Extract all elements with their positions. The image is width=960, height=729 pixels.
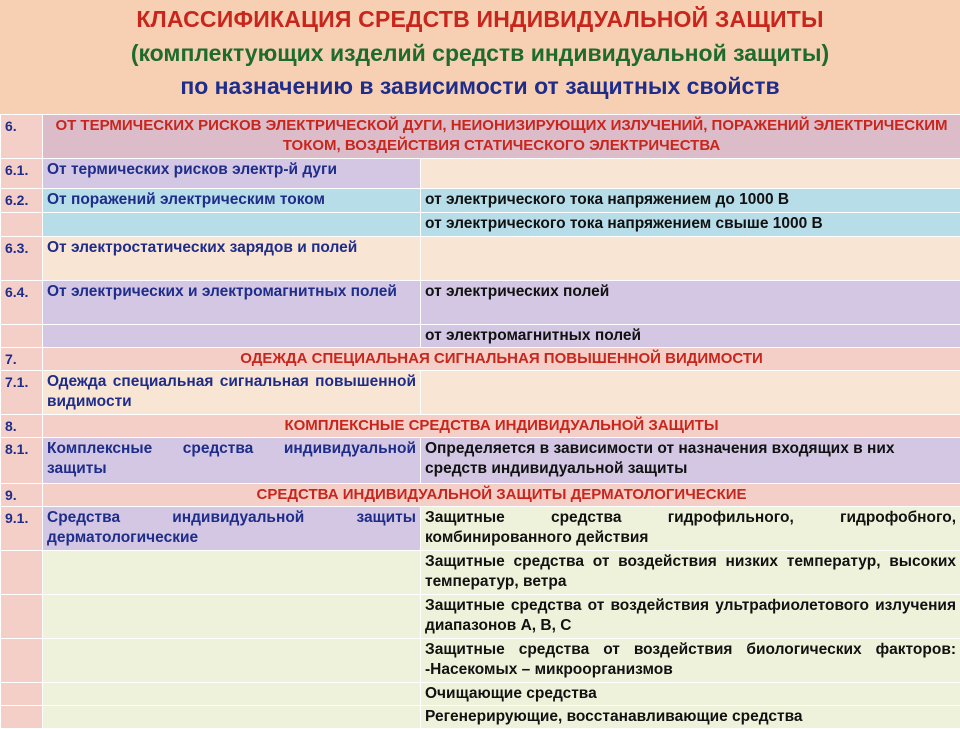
table-row: [1, 438, 960, 484]
row-number: 6.4.: [1, 281, 43, 325]
row-detail: Защитные средства от воздействия биологических факторов: -Насекомых – микроорганизмов: [421, 639, 960, 683]
row-label: [43, 325, 421, 348]
table-row: [1, 595, 960, 639]
table-row: [1, 371, 960, 415]
row-number: [1, 706, 43, 729]
row-label: [43, 551, 421, 595]
row-label: От поражений электрическим током: [43, 189, 421, 213]
title-block: [0, 0, 960, 108]
section-header: ОТ ТЕРМИЧЕСКИХ РИСКОВ ЭЛЕКТРИЧЕСКОЙ ДУГИ, НЕИОНИЗИРУЮЩИХ ИЗЛУЧЕНИЙ, ПОРАЖЕНИЙ ЭЛЕКТРИЧЕСКИМ ТОКОМ, ВОЗДЕЙСТВИЯ СТАТИЧЕСКОГО ЭЛЕКТРИЧЕСТВА: [43, 115, 960, 159]
row-label: Комплексные средства индивидуальной защиты: [43, 438, 421, 484]
row-detail: [421, 371, 960, 415]
row-label: Средства индивидуальной защиты дерматологические: [43, 507, 421, 551]
row-number: 7.1.: [1, 371, 43, 415]
table-row: [1, 415, 960, 438]
row-number: [1, 639, 43, 683]
row-number: [1, 325, 43, 348]
row-detail: Защитные средства от воздействия ультрафиолетового излучения диапазонов А, В, С: [421, 595, 960, 639]
row-label: От электрических и электромагнитных полей: [43, 281, 421, 325]
table-row: [1, 348, 960, 371]
classification-table: [0, 114, 960, 729]
section-header: КОМПЛЕКСНЫЕ СРЕДСТВА ИНДИВИДУАЛЬНОЙ ЗАЩИТЫ: [43, 415, 960, 438]
table-row: [1, 683, 960, 706]
row-detail: от электромагнитных полей: [421, 325, 960, 348]
row-label: [43, 683, 421, 706]
row-label: От термических рисков электр-й дуги: [43, 159, 421, 189]
table-row: [1, 484, 960, 507]
table-row: [1, 325, 960, 348]
row-label: [43, 639, 421, 683]
row-label: От электростатических зарядов и полей: [43, 237, 421, 281]
title-line-1: КЛАССИФИКАЦИЯ СРЕДСТВ ИНДИВИДУАЛЬНОЙ ЗАЩИТЫ: [0, 6, 960, 33]
row-number: 6.: [1, 115, 43, 159]
row-number: 6.1.: [1, 159, 43, 189]
row-detail: Регенерирующие, восстанавливающие средства: [421, 706, 960, 729]
section-header: СРЕДСТВА ИНДИВИДУАЛЬНОЙ ЗАЩИТЫ ДЕРМАТОЛОГИЧЕСКИЕ: [43, 484, 960, 507]
row-number: 8.: [1, 415, 43, 438]
table-row: [1, 237, 960, 281]
row-number: 6.3.: [1, 237, 43, 281]
row-label: [43, 706, 421, 729]
title-line-3: по назначению в зависимости от защитных свойств: [0, 73, 960, 100]
row-label: Одежда специальная сигнальная повышенной видимости: [43, 371, 421, 415]
row-number: 8.1.: [1, 438, 43, 484]
table-row: [1, 159, 960, 189]
row-detail: Определяется в зависимости от назначения входящих в них средств индивидуальной защиты: [421, 438, 960, 484]
section-header: ОДЕЖДА СПЕЦИАЛЬНАЯ СИГНАЛЬНАЯ ПОВЫШЕННОЙ ВИДИМОСТИ: [43, 348, 960, 371]
row-number: [1, 683, 43, 706]
row-detail: Защитные средства от воздействия низких температур, высоких температур, ветра: [421, 551, 960, 595]
table-row: [1, 551, 960, 595]
row-detail: [421, 237, 960, 281]
row-detail: Очищающие средства: [421, 683, 960, 706]
table-row: [1, 706, 960, 729]
row-detail: от электрического тока напряжением до 1000 В: [421, 189, 960, 213]
row-number: 9.1.: [1, 507, 43, 551]
row-detail: [421, 159, 960, 189]
row-detail: от электрических полей: [421, 281, 960, 325]
title-line-2: (комплектующих изделий средств индивидуальной защиты): [0, 40, 960, 67]
row-number: 6.2.: [1, 189, 43, 213]
row-detail: от электрического тока напряжением свыше 1000 В: [421, 213, 960, 237]
row-number: [1, 213, 43, 237]
row-number: 9.: [1, 484, 43, 507]
table-row: [1, 213, 960, 237]
row-detail: Защитные средства гидрофильного, гидрофобного, комбинированного действия: [421, 507, 960, 551]
table-row: [1, 189, 960, 213]
table-row: [1, 281, 960, 325]
row-label: [43, 213, 421, 237]
table-row: [1, 115, 960, 159]
row-label: [43, 595, 421, 639]
row-number: 7.: [1, 348, 43, 371]
row-number: [1, 595, 43, 639]
table-row: [1, 639, 960, 683]
row-number: [1, 551, 43, 595]
table-row: [1, 507, 960, 551]
